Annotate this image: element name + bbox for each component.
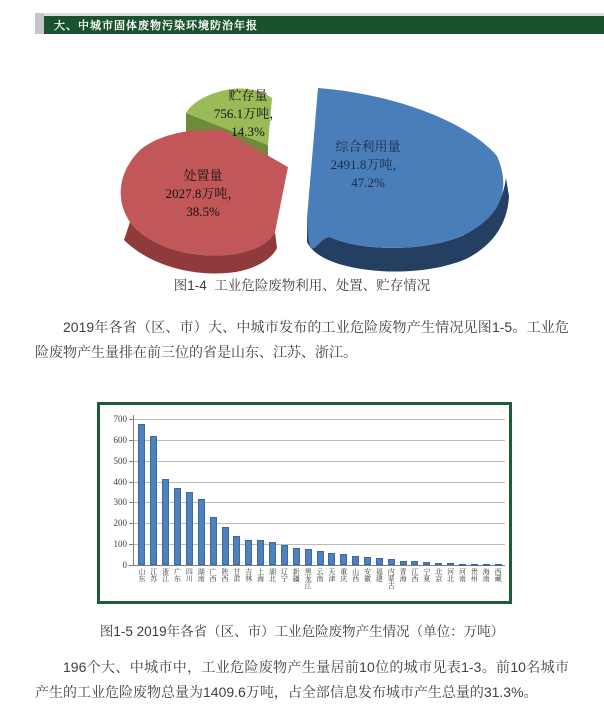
bar-江西 [411, 561, 418, 565]
y-gridline [134, 419, 505, 420]
x-axis-label: 四川 [185, 568, 194, 582]
y-axis-label: 700 [113, 414, 127, 424]
x-axis-label: 广西 [209, 568, 218, 582]
y-axis-label: 0 [122, 560, 127, 570]
bar-河北 [447, 563, 454, 565]
pie-label-disposal [136, 167, 270, 221]
pie-label-utilization-value: 2491.8万吨， [330, 157, 406, 172]
y-gridline [134, 461, 505, 462]
bar-西藏 [495, 564, 502, 566]
paragraph-2: 196个大、中城市中，工业危险废物产生量居前10位的城市见表1-3。前10名城市产生的工业危险废物总量为1409.6万吨，占全部信息发布城市产生总量的31.3%。 [35, 659, 569, 700]
y-axis-line [133, 415, 134, 565]
x-axis-label: 山东 [137, 568, 146, 582]
x-axis-label: 湖北 [268, 568, 277, 582]
x-axis-label: 重庆 [339, 568, 348, 582]
pie-label-utilization-name: 综合利用量 [335, 139, 401, 154]
pie-label-disposal-value: 2027.8万吨， [165, 186, 241, 201]
bar-陕西 [222, 527, 229, 565]
x-axis-label: 辽宁 [280, 568, 289, 582]
x-axis-label: 云南 [316, 568, 324, 582]
pie-label-storage [183, 87, 313, 141]
pie-label-disposal-name: 处置量 [183, 168, 223, 183]
pie-label-utilization [300, 138, 436, 192]
bar-山西 [352, 556, 359, 565]
pie-chart-figure [0, 50, 604, 285]
y-axis-label: 500 [113, 455, 127, 466]
bar-chart-plot [100, 405, 509, 601]
bar-贵州 [471, 564, 478, 566]
y-axis-label: 300 [113, 497, 127, 508]
bar-重庆 [340, 554, 347, 565]
bar-山东 [138, 424, 145, 565]
bar-上海 [257, 540, 264, 565]
bar-chart-figure [97, 402, 512, 604]
header-accent-block [35, 13, 44, 34]
x-axis-line [133, 565, 505, 566]
x-axis-label: 河南 [458, 568, 467, 582]
x-axis-label: 浙江 [161, 568, 170, 582]
bar-天津 [328, 553, 335, 565]
bar-新疆 [293, 548, 300, 565]
y-gridline [134, 440, 505, 441]
report-title: 大、中城市固体废物污染环境防治年报 [54, 20, 258, 32]
x-axis-label: 陕西 [221, 568, 230, 582]
y-axis-label: 200 [113, 518, 127, 529]
bar-广西 [210, 517, 217, 565]
bar-北京 [435, 563, 442, 565]
x-axis-label: 青海 [399, 568, 408, 582]
bar-浙江 [162, 479, 169, 565]
x-axis-label: 吉林 [244, 568, 253, 582]
x-axis-label: 北京 [434, 568, 443, 582]
x-axis-label: 广东 [173, 568, 182, 582]
x-axis-label: 福建 [375, 568, 384, 582]
bar-湖南 [198, 499, 205, 565]
pie-label-storage-name: 贮存量 [228, 88, 268, 103]
bar-福建 [376, 558, 383, 565]
x-axis-label: 贵州 [470, 568, 479, 582]
y-axis-label: 600 [113, 434, 127, 445]
y-axis-label: 100 [113, 539, 127, 550]
bar-云南 [317, 551, 324, 565]
x-axis-label: 江苏 [149, 568, 158, 582]
bar-湖北 [269, 542, 276, 565]
bar-黑龙江 [305, 549, 312, 565]
pie-label-utilization-pct: 47.2% [351, 175, 385, 190]
x-axis-label: 宁夏 [422, 568, 431, 582]
x-axis-label: 黑龙江 [304, 568, 313, 589]
x-axis-label: 山西 [351, 568, 360, 582]
y-gridline [134, 482, 505, 483]
bar-海南 [483, 564, 490, 566]
x-axis-label: 天津 [327, 568, 336, 582]
x-axis-label: 内蒙古 [387, 568, 396, 589]
pie-label-storage-value: 756.1万吨， [213, 106, 283, 121]
bar-江苏 [150, 436, 157, 565]
figure1-caption: 图1-4 工业危险废物利用、处置、贮存情况 [173, 278, 431, 293]
figure2-caption: 图1-5 2019年各省（区、市）工业危险废物产生情况（单位：万吨） [99, 624, 505, 639]
bar-青海 [400, 561, 407, 565]
bar-宁夏 [423, 562, 430, 565]
x-axis-label: 西藏 [494, 568, 503, 582]
bar-四川 [186, 492, 193, 565]
header-bar [44, 16, 604, 34]
bar-广东 [174, 488, 181, 565]
bar-内蒙古 [388, 559, 395, 565]
y-axis-label: 400 [113, 476, 127, 487]
bar-辽宁 [281, 545, 288, 565]
x-axis-label: 甘肃 [232, 568, 241, 582]
x-axis-label: 江西 [410, 568, 419, 582]
x-axis-label: 安徽 [363, 568, 372, 582]
x-axis-label: 新疆 [292, 568, 301, 582]
x-axis-label: 河北 [446, 568, 455, 582]
bar-安徽 [364, 557, 371, 565]
bar-吉林 [245, 540, 252, 565]
x-axis-label: 海南 [482, 568, 491, 582]
pie-label-storage-pct: 14.3% [231, 124, 265, 139]
bar-河南 [459, 564, 466, 566]
paragraph-1: 2019年各省（区、市）大、中城市发布的工业危险废物产生情况见图1-5。工业危险废物产生量排在前三位的省是山东、江苏、浙江。 [35, 319, 569, 360]
bar-甘肃 [233, 536, 240, 565]
x-axis-label: 上海 [256, 568, 265, 582]
pie-label-disposal-pct: 38.5% [186, 204, 220, 219]
x-axis-label: 湖南 [197, 568, 206, 582]
